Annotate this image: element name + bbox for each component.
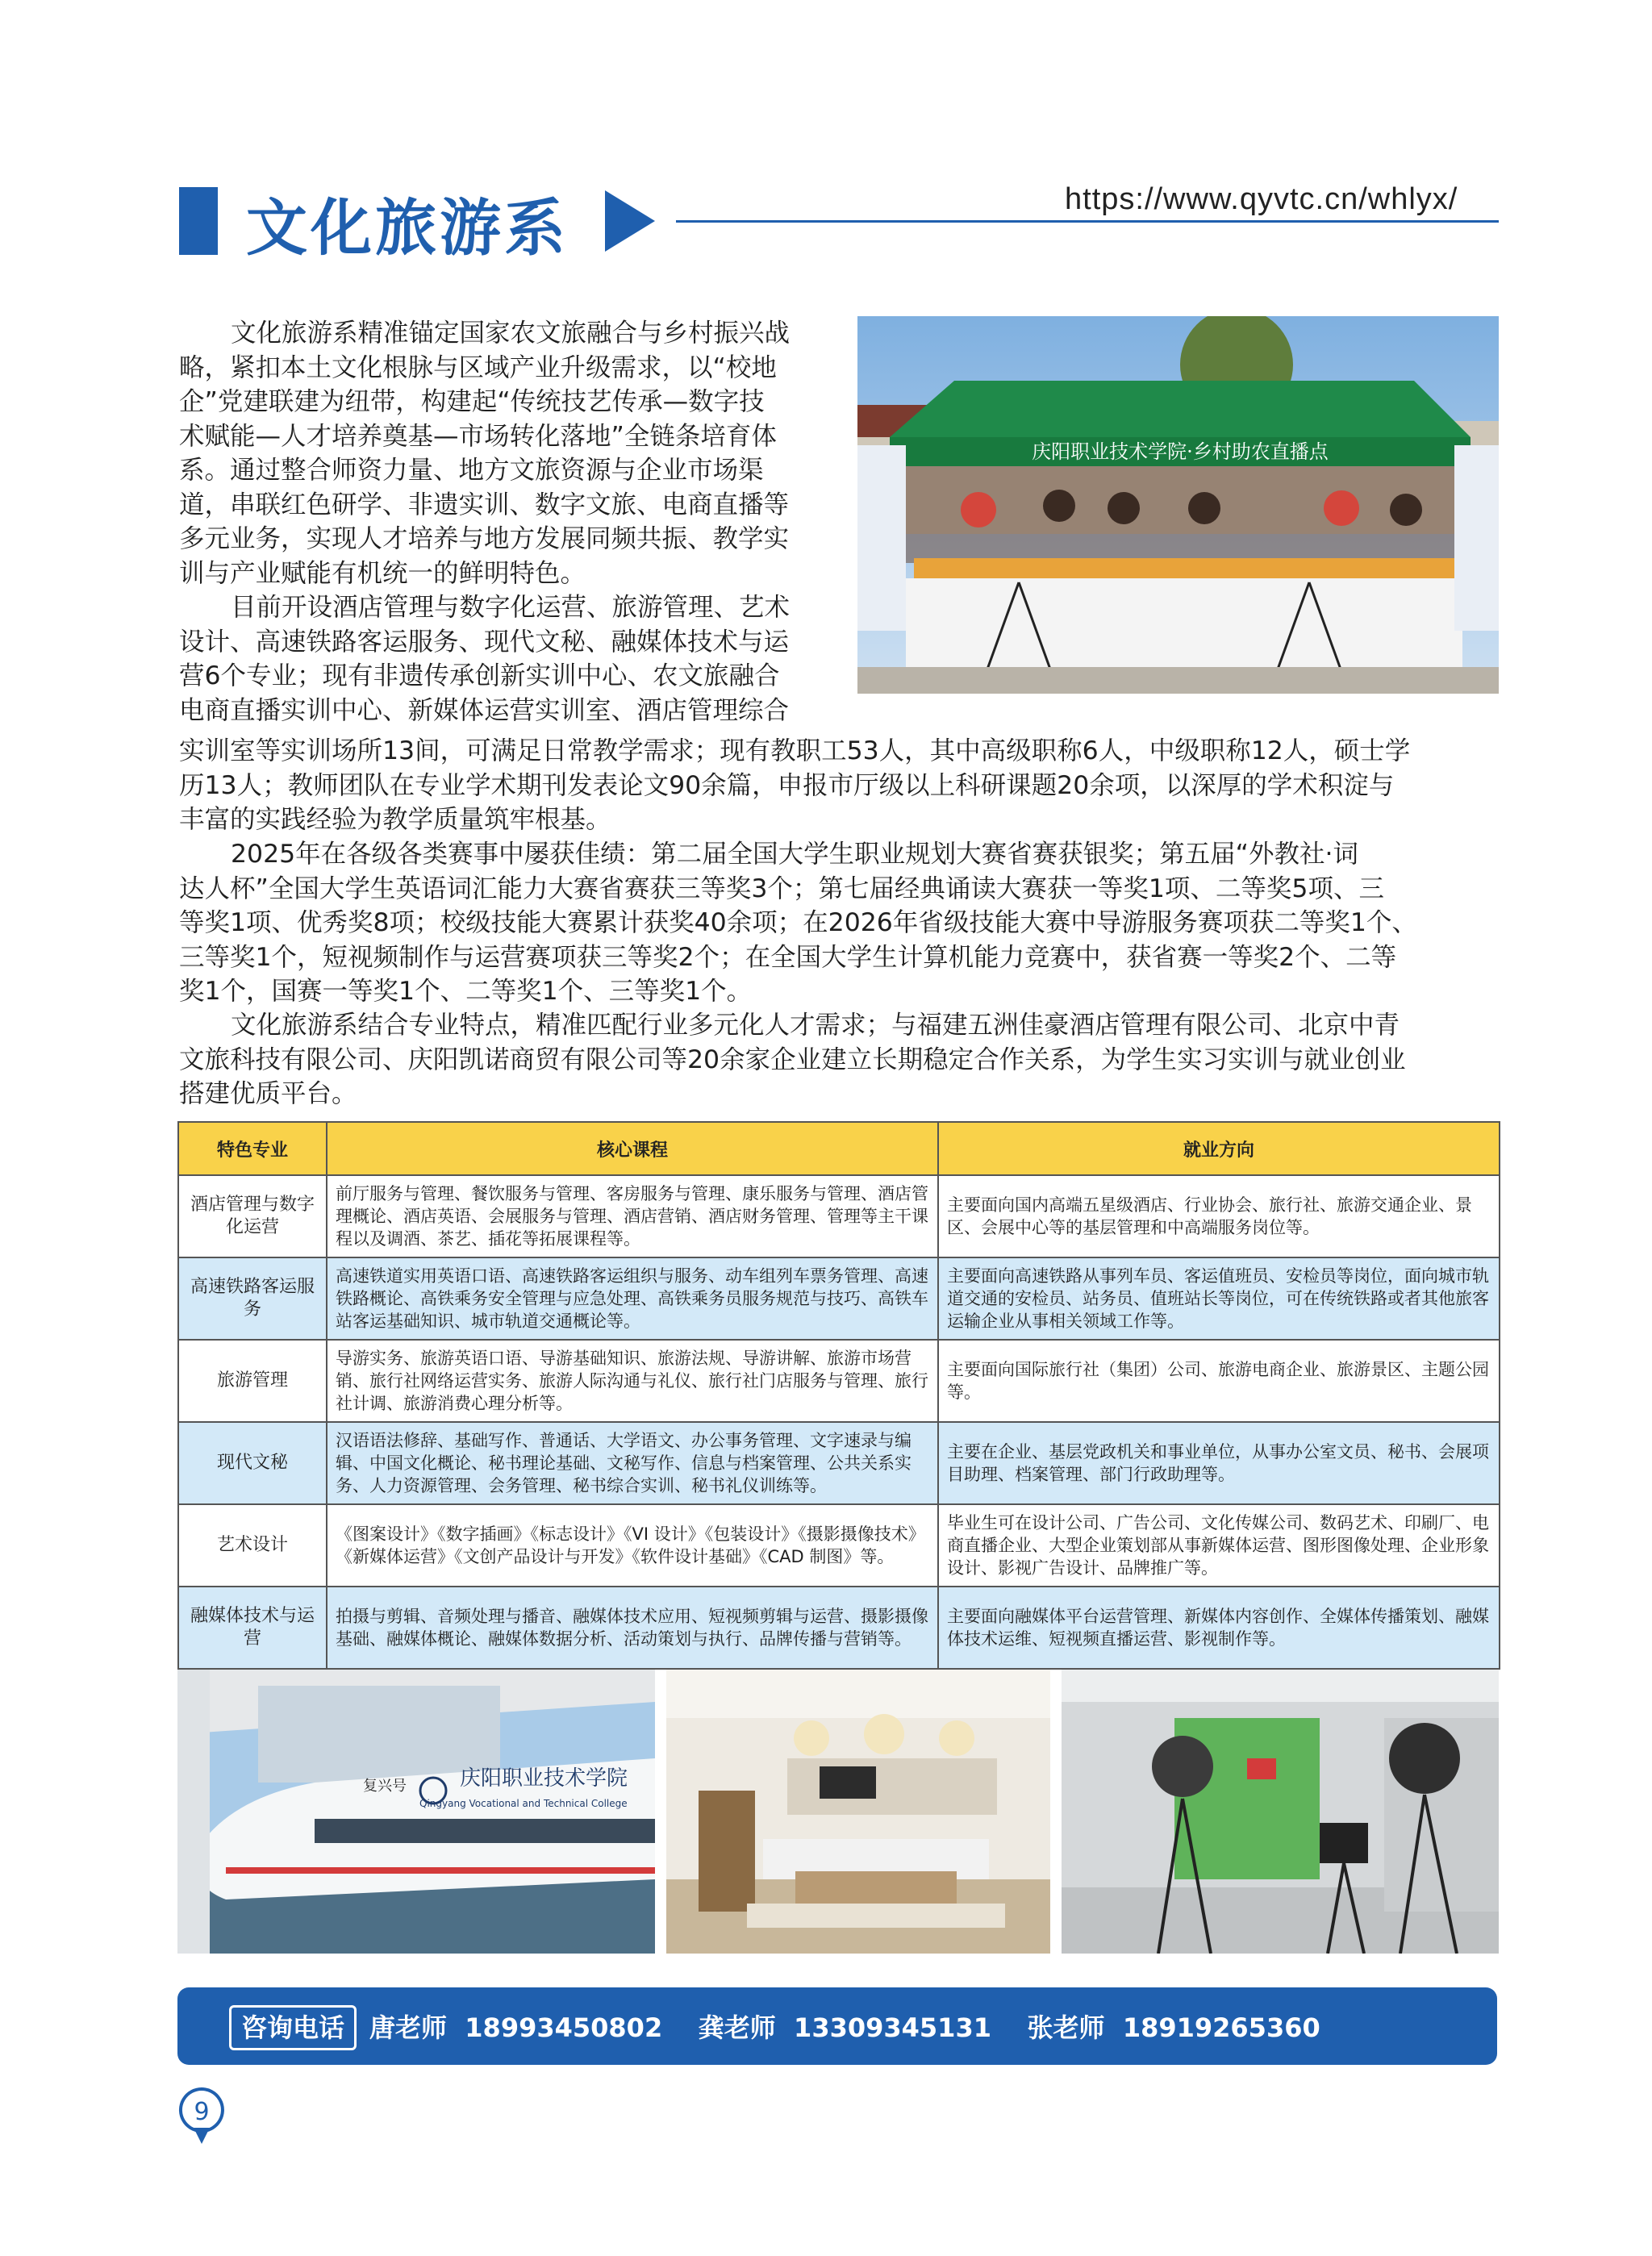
awards-paragraph: 2025年在各级各类赛事中屡获佳绩：第二届全国大学生职业规划大赛省赛获银奖；第五届“外教社·词 达人杯”全国大学生英语词汇能力大赛省赛获三等奖3个；第七届经典诵读大赛获一等奖1项、二等奖5项、三 等奖1项、优秀奖8项；校级技能大赛累计获奖40余项；在2026年省级技能大赛中导游服务赛项获二等奖1个、 三等奖1个，短视频制作与运营赛项获三等奖2个；在全国大学生计算机能力竞赛中，获省赛一等奖2个、二等 奖1个，国赛一等奖1个、二等奖1个、三等奖1个。 xyxy=(179,840,1417,1006)
major-cell: 现代文秘 xyxy=(178,1422,327,1504)
intro-paragraph: 文化旅游系精准锚定国家农文旅融合与乡村振兴战 略，紧扣本土文化根脉与区域产业升级需求，以“校地 企”党建联建为纽带，构建起“传统技艺传承—数字技 术赋能—人才培养奠基—市场转化落地”全链条培育体 系。通过整合师资力量、地方文旅资源与企业市场渠 道，串联红色研学、非遗实训、数字文旅、电商直播等 多元业务，实现人才培养与地方发展同频共振、教学实 训与产业赋能有机统一的鲜明特色。 目前开设酒店管理与数字化运营、旅游管理、艺术 设计、高速铁路客运服务、现代文秘、融媒体技术与运 营6个专业；现有非遗传承创新实训中心、农文旅融合 电商直播实训中心、新媒体运营实训室、酒店管理综合 xyxy=(179,319,791,725)
courses-cell: 《图案设计》《数字插画》《标志设计》《VI 设计》《包装设计》《摄影摄像技术》《新媒体运营》《文创产品设计与开发》《软件设计基础》《CAD 制图》等。 xyxy=(327,1504,938,1587)
table-row xyxy=(178,1504,1500,1587)
train-car-text: 复兴号 xyxy=(363,1778,407,1795)
courses-cell: 汉语语法修辞、基础写作、普通话、大学语文、办公事务管理、文字速录与编辑、中国文化概论、秘书理论基础、文秘写作、信息与档案管理、公共关系实务、人力资源管理、会务管理、秘书综合实训、秘书礼仪训练等。 xyxy=(327,1422,938,1504)
major-cell: 旅游管理 xyxy=(178,1340,327,1422)
contact-bar xyxy=(177,1987,1497,2065)
table-row xyxy=(178,1175,1500,1257)
table-row xyxy=(178,1257,1500,1340)
major-cell: 艺术设计 xyxy=(178,1504,327,1587)
major-cell: 融媒体技术与运营 xyxy=(178,1587,327,1669)
studio-photo xyxy=(1062,1670,1499,1954)
courses-cell: 前厅服务与管理、餐饮服务与管理、客房服务与管理、康乐服务与管理、酒店管理概论、酒店英语、会展服务与管理、酒店营销、酒店财务管理、管理等主干课程以及调酒、茶艺、插花等拓展课程等。 xyxy=(327,1175,938,1257)
header-rule xyxy=(676,220,1499,223)
contact-phones: 唐老师 18993450802 龚老师 13309345131 张老师 18919265360 xyxy=(369,2012,1320,2043)
careers-cell: 主要在企业、基层党政机关和事业单位，从事办公室文员、秘书、会展项目助理、档案管理、部门行政助理等。 xyxy=(938,1422,1500,1504)
cooperation-paragraph: 文化旅游系结合专业特点，精准匹配行业多元化人才需求；与福建五洲佳豪酒店管理有限公司、北京中青 文旅科技有限公司、庆阳凯诺商贸有限公司等20余家企业建立长期稳定合作关系，为学生实习实训与就业创业 搭建优质平台。 xyxy=(179,1011,1406,1108)
department-url[interactable]: https://www.qyvtc.cn/whlyx/ xyxy=(1065,182,1458,216)
major-cell: 酒店管理与数字化运营 xyxy=(178,1175,327,1257)
train-college-name-en: Qingyang Vocational and Technical College xyxy=(419,1798,628,1809)
header-arrow-icon xyxy=(605,190,655,252)
booth-photo xyxy=(857,316,1499,694)
majors-table xyxy=(177,1121,1500,1670)
header-courses: 核心课程 xyxy=(327,1122,938,1175)
page-number-pin xyxy=(177,2086,226,2154)
page-title: 文化旅游系 xyxy=(246,192,569,264)
careers-cell: 主要面向国际旅行社（集团）公司、旅游电商企业、旅游景区、主题公园等。 xyxy=(938,1340,1500,1422)
careers-cell: 主要面向融媒体平台运营管理、新媒体内容创作、全媒体传播策划、融媒体技术运维、短视频直播运营、影视制作等。 xyxy=(938,1587,1500,1669)
courses-cell: 拍摄与剪辑、音频处理与播音、融媒体技术应用、短视频剪辑与运营、摄影摄像基础、融媒体概论、融媒体数据分析、活动策划与执行、品牌传播与营销等。 xyxy=(327,1587,938,1669)
careers-cell: 主要面向高速铁路从事列车员、客运值班员、安检员等岗位，面向城市轨道交通的安检员、站务员、值班站长等岗位，可在传统铁路或者其他旅客运输企业从事相关领域工作等。 xyxy=(938,1257,1500,1340)
header-bar xyxy=(179,187,218,255)
major-cell: 高速铁路客运服务 xyxy=(178,1257,327,1340)
careers-cell: 主要面向国内高端五星级酒店、行业协会、旅行社、旅游交通企业、景区、会展中心等的基层管理和中高端服务岗位等。 xyxy=(938,1175,1500,1257)
table-row xyxy=(178,1422,1500,1504)
booth-banner-text: 庆阳职业技术学院·乡村助农直播点 xyxy=(1032,440,1329,463)
courses-cell: 导游实务、旅游英语口语、导游基础知识、旅游法规、导游讲解、旅游市场营销、旅行社网络运营实务、旅游人际沟通与礼仪、旅行社门店服务与管理、旅行社计调、旅游消费心理分析等。 xyxy=(327,1340,938,1422)
facilities-paragraph: 实训室等实训场所13间，可满足日常教学需求；现有教职工53人，其中高级职称6人，中级职称12人，硕士学 历13人；教师团队在专业学术期刊发表论文90余篇，申报市厅级以上科研课题20余项，以深厚的学术积淀与 丰富的实践经验为教学质量筑牢根基。 xyxy=(179,736,1411,834)
courses-cell: 高速铁道实用英语口语、高速铁路客运组织与服务、动车组列车票务管理、高速铁路概论、高铁乘务安全管理与应急处理、高铁乘务员服务规范与技巧、高铁车站客运基础知识、城市轨道交通概论等。 xyxy=(327,1257,938,1340)
page-number: 9 xyxy=(194,2098,210,2126)
careers-cell: 毕业生可在设计公司、广告公司、文化传媒公司、数码艺术、印刷厂、电商直播企业、大型企业策划部从事新媒体运营、图形图像处理、企业形象设计、影视广告设计、品牌推广等。 xyxy=(938,1504,1500,1587)
table-header-row xyxy=(178,1122,1500,1175)
train-college-name: 庆阳职业技术学院 xyxy=(460,1766,628,1791)
train-photo xyxy=(177,1670,655,1954)
contact-label: 咨询电话 xyxy=(229,2005,357,2050)
training-room-photo xyxy=(666,1670,1050,1954)
table-row xyxy=(178,1587,1500,1669)
header-major: 特色专业 xyxy=(178,1122,327,1175)
table-row xyxy=(178,1340,1500,1422)
header-careers: 就业方向 xyxy=(938,1122,1500,1175)
